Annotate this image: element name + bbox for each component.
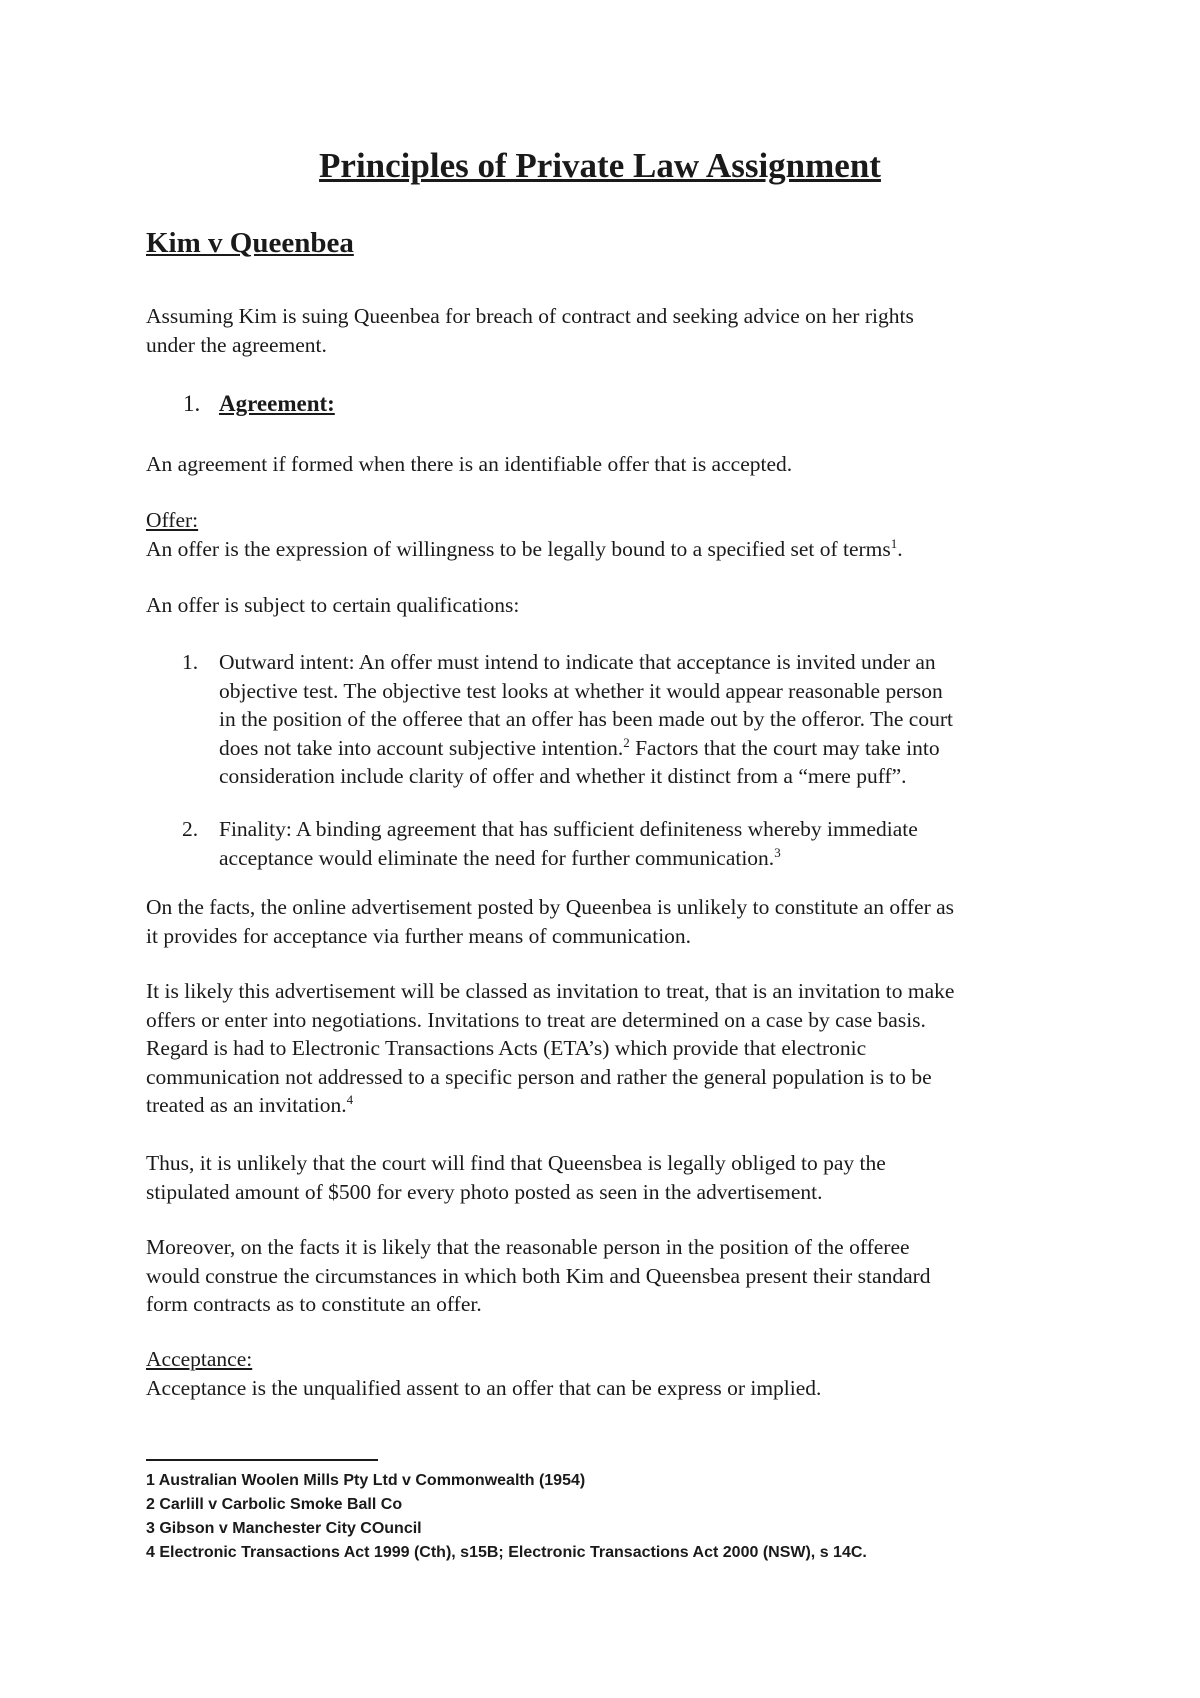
acceptance-section (146, 1345, 1076, 1402)
facts-paragraph: On the facts, the online advertisement posted by Queenbea is unlikely to constitute an offer as it provides for acceptance via further means of communication. (146, 895, 955, 948)
qualifications-intro: An offer is subject to certain qualifications: (146, 593, 520, 617)
agreement-definition: An agreement if formed when there is an identifiable offer that is accepted. (146, 452, 793, 476)
thus-paragraph: Thus, it is unlikely that the court will find that Queensbea is legally obliged to pay the stipulated amount of $500 for every photo posted as seen in the advertisement. (146, 1151, 886, 1204)
intro-line: under the agreement. (146, 332, 327, 357)
list-item-body: Outward intent: An offer must intend to indicate that acceptance is invited under an objective test. The objective test looks at whether it would appear reasonable person in the position of the offeree that an offer has been made out by the offeror. The court does not take into account subjective intention.$^2$ Factors that the court may take into consideration include clarity of offer and whether it distinct from a “mere puff”. (219, 650, 953, 788)
case-heading: Kim v Queenbea (146, 227, 354, 259)
offer-section: Offer: An offer is the expression of willingness to be legally bound to a specified set of terms$^1$. (146, 508, 903, 561)
acceptance-heading: Acceptance: (146, 1347, 253, 1371)
footnote-separator (146, 1459, 378, 1461)
list-number: 1. (182, 650, 199, 674)
offer-definition: An offer is the expression of willingness to be legally bound to a specified set of terms (146, 536, 891, 561)
invitation-paragraph: It is likely this advertisement will be classed as invitation to treat, that is an invitation to make offers or enter into negotiations. Invitations to treat are determined on a case by case basis. Regard is had to Electronic Transactions Acts (ETA’s) which provide that electronic communication not addressed to a specific person and rather the general population is to be treated as an invitation.$^4$ (146, 979, 955, 1117)
list-number: 2. (182, 817, 199, 841)
intro-line: Assuming Kim is suing Queenbea for breach of contract and seeking advice on her rights (146, 304, 914, 328)
section-number: 1. (183, 391, 201, 416)
footnote-item: 1 Australian Woolen Mills Pty Ltd v Commonwealth (1954) (146, 1472, 586, 1489)
footnote-item: 2 Carlill v Carbolic Smoke Ball Co (146, 1496, 403, 1513)
footnote-ref: 4 (346, 1091, 354, 1107)
acceptance-definition: Acceptance is the unqualified assent to an offer that can be express or implied. (146, 1375, 822, 1400)
offer-heading: Offer: (146, 508, 199, 532)
moreover-paragraph: Moreover, on the facts it is likely that the reasonable person in the position of the offeree would construe the circumstances in which both Kim and Queensbea present their standard form contracts as to constitute an offer. (146, 1235, 931, 1316)
section-title: Agreement: (219, 391, 335, 416)
footnote-ref: 2 (623, 734, 630, 750)
footnote-ref: 1 (890, 535, 898, 551)
section-heading-agreement (183, 389, 335, 419)
footnote-item: 4 Electronic Transactions Act 1999 (Cth), s15B; Electronic Transactions Act 2000 (NSW), s 14C. (146, 1544, 867, 1561)
document-title: Principles of Private Law Assignment (319, 146, 881, 185)
footnote-item: 3 Gibson v Manchester City COuncil (146, 1520, 422, 1537)
list-item-body: Finality: A binding agreement that has sufficient definiteness whereby immediate acceptance would eliminate the need for further communication.$^3$ (219, 817, 918, 870)
footnote-ref: 3 (774, 844, 781, 860)
intro-paragraph (146, 302, 1076, 359)
